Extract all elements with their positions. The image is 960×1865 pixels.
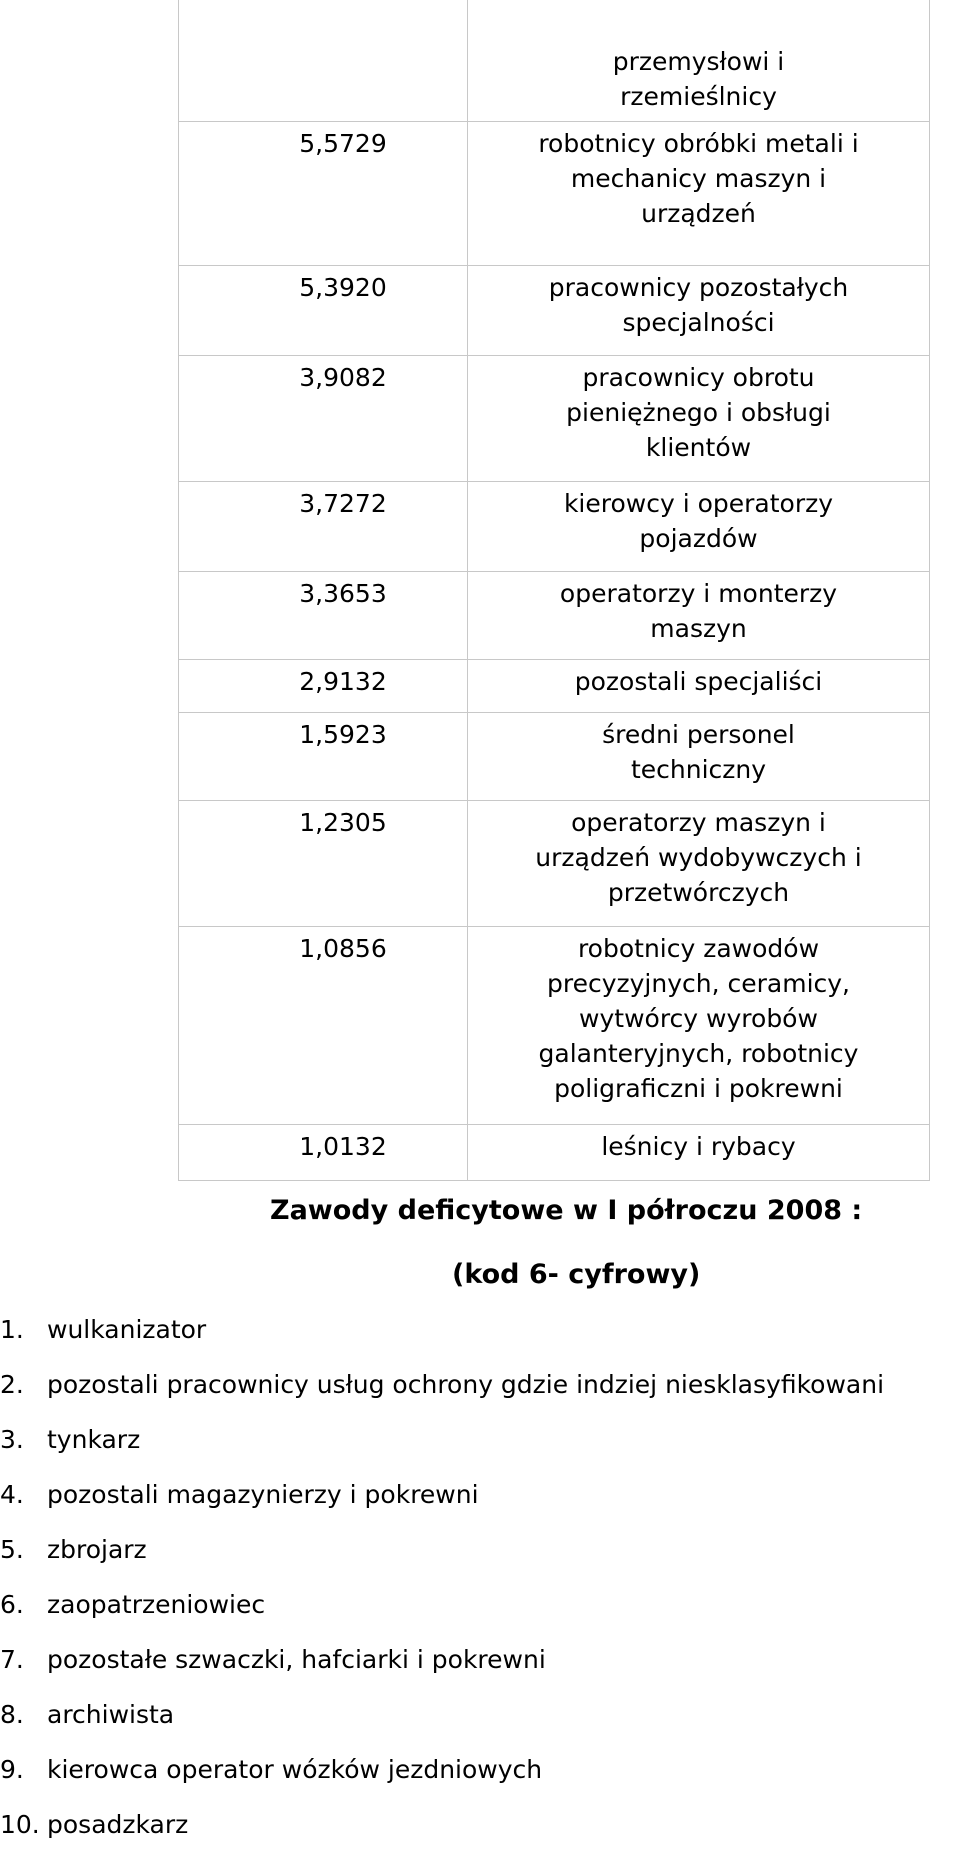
table-row [179,482,930,572]
list-item-number: 2. [0,1370,24,1399]
list-item-number: 8. [0,1700,24,1729]
list-item-number: 4. [0,1480,24,1509]
table-row [179,1125,930,1181]
list-item-number: 7. [0,1645,24,1674]
table-row [179,927,930,1125]
occupation-cell: operatorzy maszyn i urządzeń wydobywczych i przetwórczych [468,801,930,927]
value-cell: 1,5923 [179,713,468,801]
table-row [179,356,930,482]
list-item-number: 5. [0,1535,24,1564]
occupation-cell: pracownicy pozostałych specjalności [468,266,930,356]
value-cell [179,0,468,122]
value-cell: 1,2305 [179,801,468,927]
occupation-cell: średni personel techniczny [468,713,930,801]
value-cell: 1,0856 [179,927,468,1125]
occupation-cell: leśnicy i rybacy [468,1125,930,1181]
value-cell: 1,0132 [179,1125,468,1181]
occupation-cell: robotnicy zawodów precyzyjnych, ceramicy, wytwórcy wyrobów galanteryjnych, robotnicy poligraficzni i pokrewni [468,927,930,1125]
occupation-cell: robotnicy obróbki metali i mechanicy maszyn i urządzeń [468,122,930,266]
list-item-text: kierowca operator wózków jezdniowych [47,1755,543,1784]
table-row [179,0,930,122]
value-cell: 3,7272 [179,482,468,572]
occupation-cell: operatorzy i monterzy maszyn [468,572,930,660]
list-item-number: 10. [0,1810,40,1839]
list-item-text: pozostali pracownicy usług ochrony gdzie indziej niesklasyfikowani [47,1370,885,1399]
occupation-cell: kierowcy i operatorzy pojazdów [468,482,930,572]
list-item-text: zaopatrzeniowiec [47,1590,266,1619]
value-cell: 5,5729 [179,122,468,266]
table-row [179,266,930,356]
value-cell: 3,3653 [179,572,468,660]
table-row [179,660,930,713]
occupation-ratio-table [178,0,930,1181]
list-item-number: 9. [0,1755,24,1784]
list-item-text: pozostali magazynierzy i pokrewni [47,1480,479,1509]
list-item-text: pozostałe szwaczki, hafciarki i pokrewni [47,1645,546,1674]
list-item-text: wulkanizator [47,1315,207,1344]
section-title: Zawody deficytowe w I półroczu 2008 : [270,1195,863,1226]
list-item-text: zbrojarz [47,1535,147,1564]
list-item-text: posadzkarz [47,1810,189,1839]
list-item-text: tynkarz [47,1425,141,1454]
list-item-number: 6. [0,1590,24,1619]
value-cell: 5,3920 [179,266,468,356]
occupation-text: przemysłowi i rzemieślnicy [612,47,785,111]
list-item-number: 3. [0,1425,24,1454]
list-item-number: 1. [0,1315,24,1344]
table-row [179,572,930,660]
table-row [179,713,930,801]
section-subtitle: (kod 6- cyfrowy) [452,1259,701,1290]
occupation-cell [468,0,930,122]
value-cell: 2,9132 [179,660,468,713]
table-row [179,801,930,927]
table-body [179,0,930,1181]
list-item-text: archiwista [47,1700,175,1729]
table-row [179,122,930,266]
value-cell: 3,9082 [179,356,468,482]
occupation-cell: pozostali specjaliści [468,660,930,713]
occupation-cell: pracownicy obrotu pieniężnego i obsługi klientów [468,356,930,482]
